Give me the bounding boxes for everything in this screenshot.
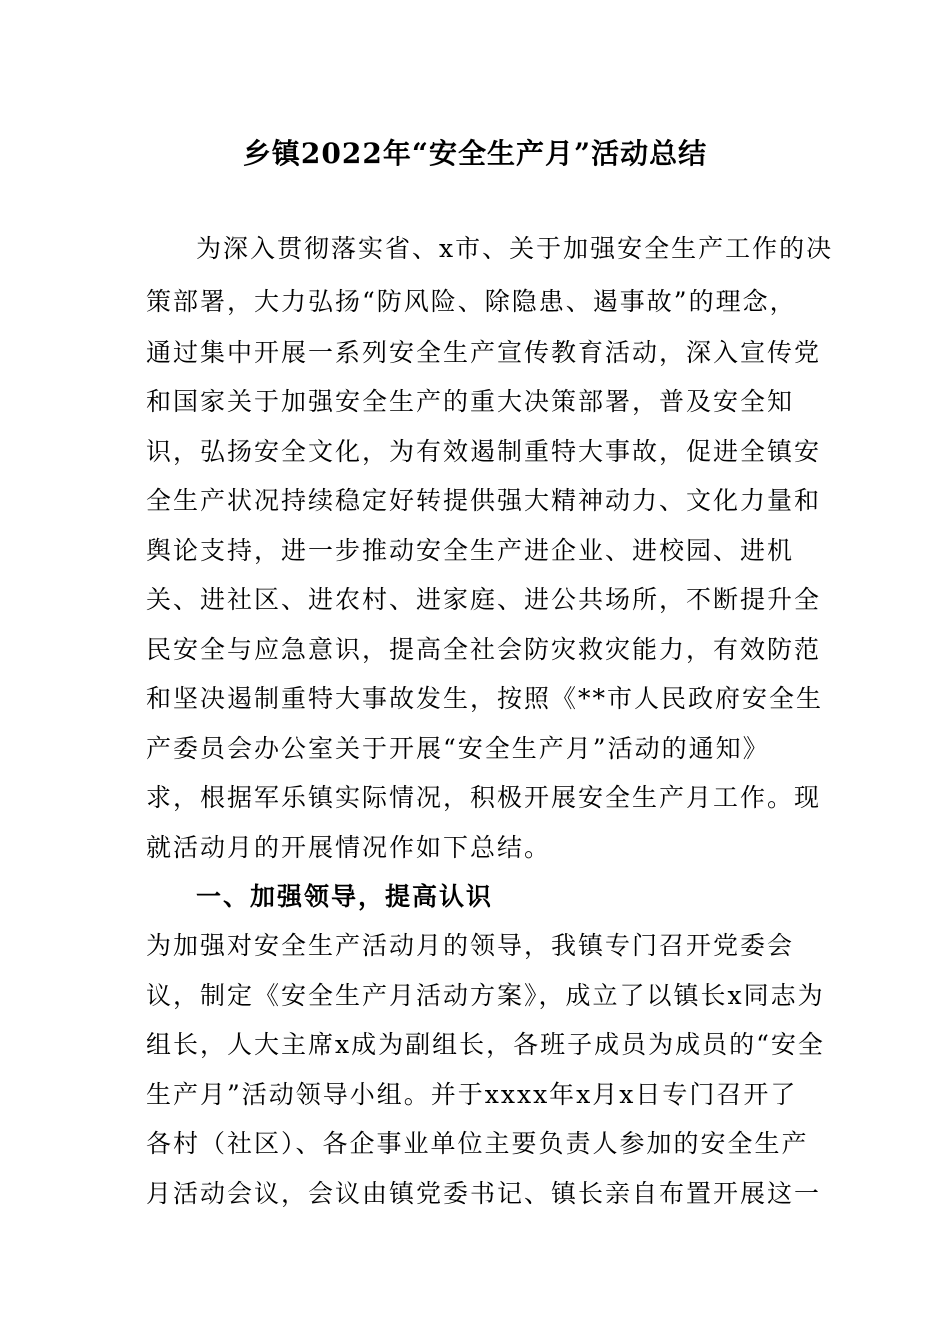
text-line: 策部署，大力弘扬“防风险、除隐患、遏事故”的理念， [146, 287, 797, 316]
text-line: 关、进社区、进农村、进家庭、进公共场所，不断提升全 [146, 585, 822, 614]
text-line: 舆论支持，进一步推动安全生产进企业、进校园、进机 [146, 536, 795, 565]
text-line: 为深入贯彻落实省、x市、关于加强安全生产工作的决 [196, 234, 834, 263]
text-line: 识，弘扬安全文化，为有效遏制重特大事故，促进全镇安 [146, 437, 822, 466]
text-line: 就活动月的开展情况作如下总结。 [146, 833, 552, 862]
text-line: 求，根据军乐镇实际情况，积极开展安全生产月工作。现 [146, 783, 822, 812]
text-line: 各村（社区）、各企事业单位主要负责人参加的安全生产 [146, 1129, 809, 1158]
section-heading-1: 一、加强领导，提高认识 [196, 882, 494, 911]
text-line: 和国家关于加强安全生产的重大决策部署，普及安全知 [146, 387, 795, 416]
text-line: 全生产状况持续稳定好转提供强大精神动力、文化力量和 [146, 486, 822, 515]
text-line: 生产月”活动领导小组。并于xxxx年x月x日专门召开了 [146, 1080, 798, 1109]
text-line: 民安全与应急意识，提高全社会防灾救灾能力，有效防范 [146, 635, 822, 664]
text-line: 组长，人大主席x成为副组长，各班子成员为成员的“安全 [146, 1030, 825, 1059]
text-line: 和坚决遏制重特大事故发生，按照《**市人民政府安全生 [146, 684, 824, 713]
text-line: 议，制定《安全生产月活动方案》，成立了以镇长x同志为 [146, 981, 825, 1010]
text-line: 月活动会议，会议由镇党委书记、镇长亲自布置开展这一 [146, 1179, 822, 1208]
text-line: 通过集中开展一系列安全生产宣传教育活动，深入宣传党 [146, 338, 822, 367]
text-line: 为加强对安全生产活动月的领导，我镇专门召开党委会 [146, 931, 795, 960]
document-title: 乡镇2022年“安全生产月”活动总结 [242, 137, 708, 170]
text-line: 产委员会办公室关于开展“安全生产月”活动的通知》 [146, 734, 770, 763]
